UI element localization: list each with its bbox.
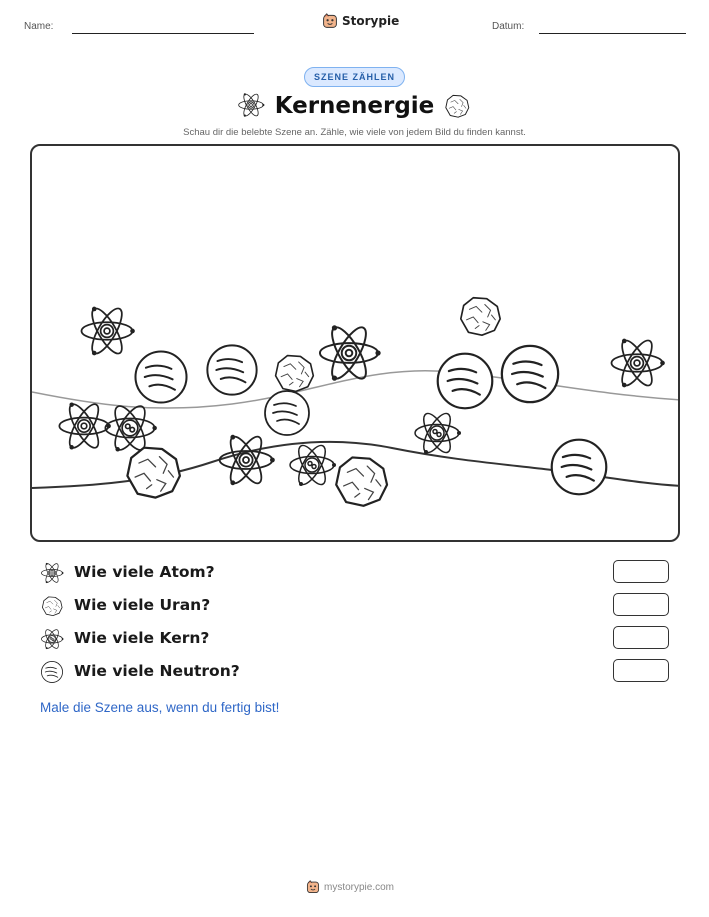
name-label: Name: — [24, 21, 54, 32]
question-row-atom — [40, 560, 670, 586]
atom-icon — [220, 433, 275, 488]
nucleus-icon — [40, 627, 64, 651]
question-text: Wie viele Kern? — [74, 629, 210, 647]
nucleus-icon — [105, 402, 157, 454]
atom-icon — [81, 305, 134, 358]
neutron-icon — [40, 660, 64, 684]
uranium-rock-icon — [127, 448, 179, 498]
page-title: Kernenergie — [274, 93, 435, 119]
date-field[interactable] — [539, 33, 686, 34]
question-row-nucleus — [40, 626, 670, 652]
uranium-rock-icon — [442, 92, 472, 120]
uranium-rock-icon — [276, 356, 314, 392]
uranium-rock-icon — [461, 298, 500, 335]
neutron-icon — [265, 391, 309, 435]
question-text: Wie viele Uran? — [74, 596, 211, 614]
uranium-rock-icon — [336, 457, 387, 505]
neutron-icon — [502, 346, 558, 402]
answer-box-uranium[interactable] — [613, 593, 669, 616]
neutron-icon — [552, 440, 607, 495]
answer-box-atom[interactable] — [613, 560, 669, 583]
nucleus-icon — [415, 410, 461, 457]
question-text: Wie viele Atom? — [74, 563, 215, 581]
atom-icon — [40, 561, 64, 585]
neutron-icon — [135, 351, 186, 402]
brand-name: Storypie — [342, 14, 400, 28]
neutron-icon — [438, 354, 493, 409]
uranium-rock-icon — [40, 594, 64, 618]
brand — [322, 13, 399, 29]
question-text: Wie viele Neutron? — [74, 662, 240, 680]
atom-icon — [59, 400, 111, 451]
footer-site[interactable]: mystorypie.com — [324, 881, 395, 893]
answer-box-neutron[interactable] — [613, 659, 669, 682]
atom-icon — [320, 323, 381, 383]
instructions: Schau dir die belebte Szene an. Zähle, wie viele von jedem Bild du finden kannst. — [183, 127, 526, 138]
storypie-logo-icon — [306, 880, 320, 894]
atom-icon — [611, 337, 664, 390]
neutron-icon — [207, 345, 256, 394]
question-row-neutron — [40, 659, 670, 685]
footer — [306, 880, 394, 894]
coloring-note: Male die Szene aus, wenn du fertig bist! — [40, 700, 280, 715]
answer-box-nucleus[interactable] — [613, 626, 669, 649]
date-label: Datum: — [492, 21, 525, 32]
counting-scene — [30, 144, 680, 542]
storypie-logo-icon — [322, 13, 338, 29]
scene-illustration — [32, 146, 678, 540]
name-field[interactable] — [72, 33, 254, 34]
question-row-uranium — [40, 593, 670, 619]
category-tag: SZENE ZÄHLEN — [304, 67, 405, 87]
nucleus-icon — [290, 442, 336, 489]
